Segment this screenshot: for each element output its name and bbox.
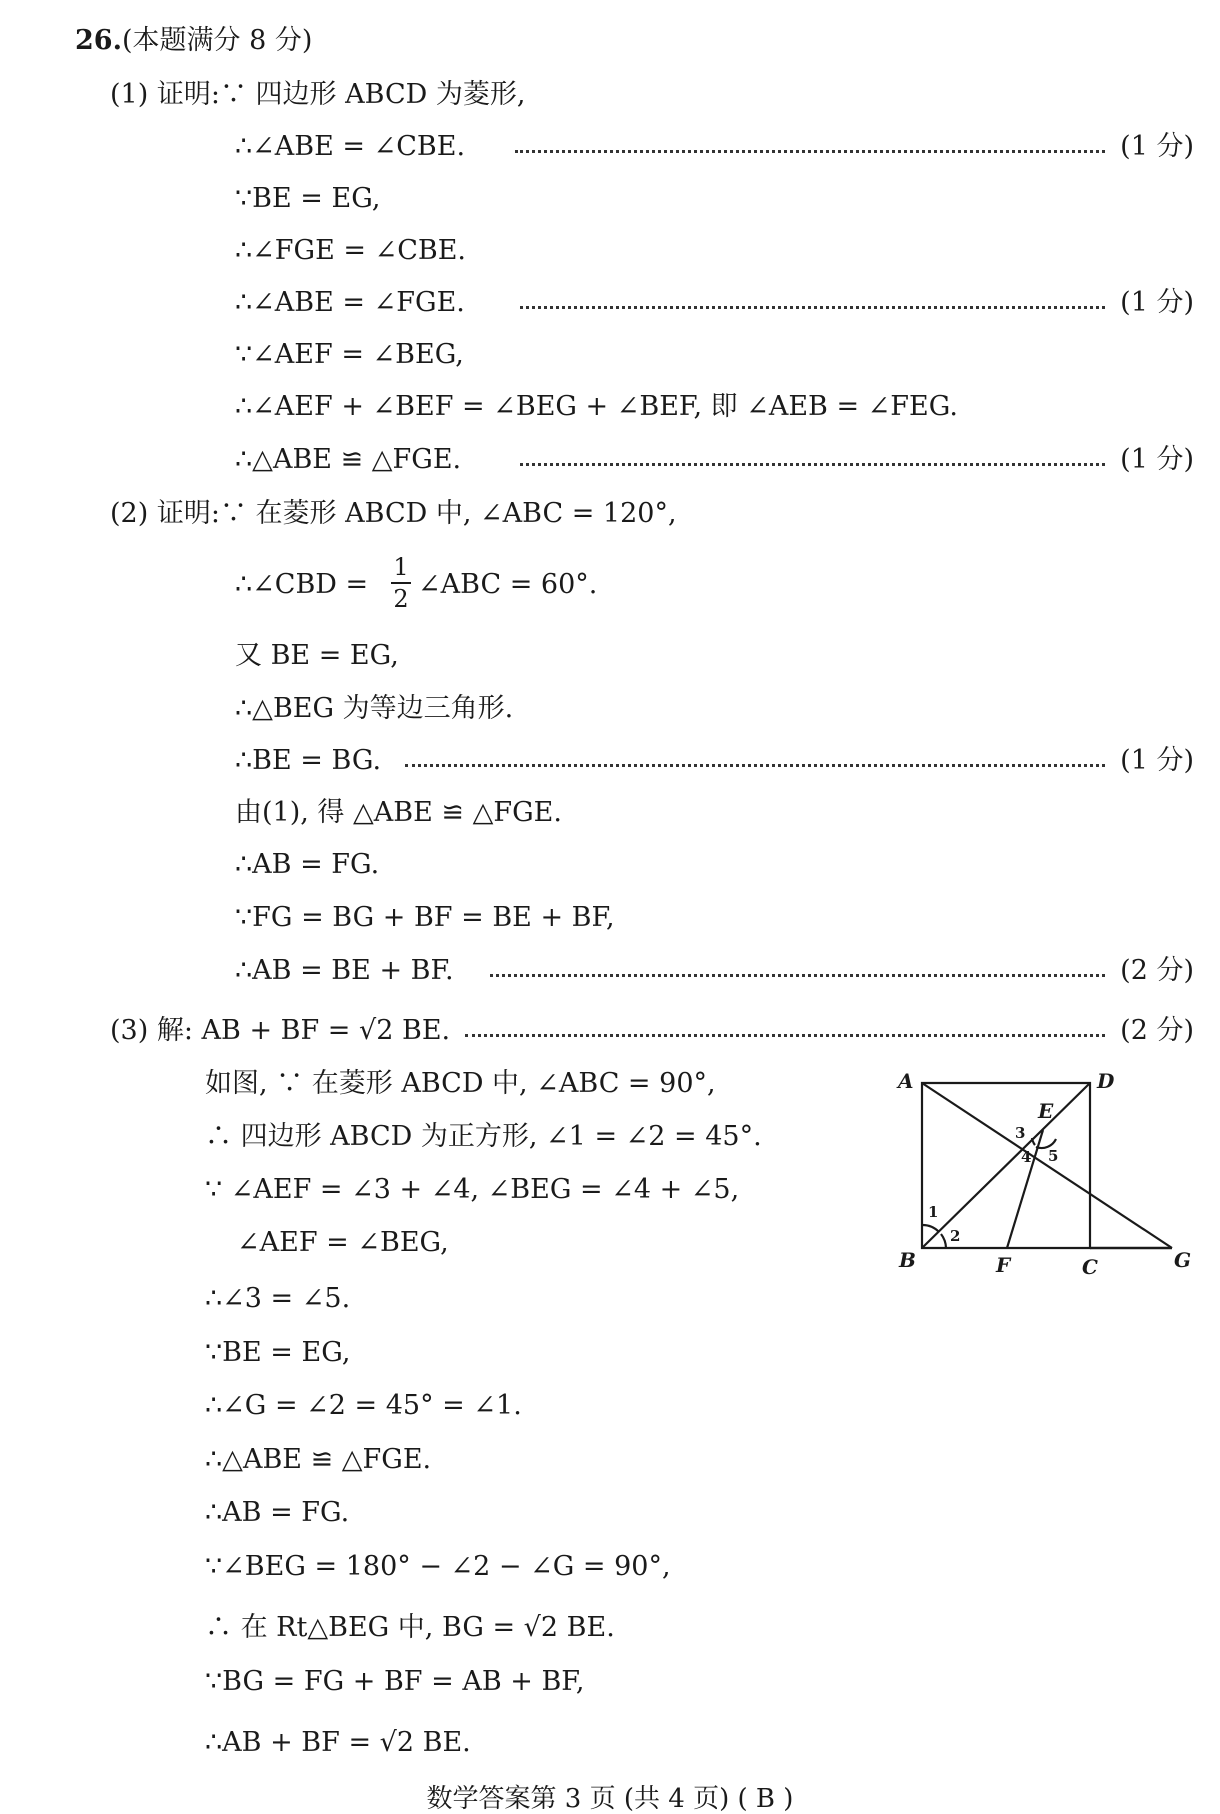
points-mark: (1 分) [1120, 131, 1194, 162]
part1-line-5: ∵∠AEF = ∠BEG, [235, 339, 464, 370]
part1-line-6: ∴∠AEF + ∠BEF = ∠BEG + ∠BEF, 即 ∠AEB = ∠FEG. [235, 391, 958, 422]
leader-dots [515, 150, 1105, 153]
part3-line-13: ∴AB + BF = √2 BE. [205, 1727, 471, 1758]
part3-line-9: ∴AB = FG. [205, 1497, 350, 1528]
fraction-numerator: 1 [393, 553, 409, 581]
fraction-denominator: 2 [393, 585, 409, 613]
part2-line-7: ∴AB = FG. [235, 849, 380, 880]
angle-label-3: 3 [1015, 1124, 1026, 1142]
leader-dots [465, 1034, 1105, 1037]
part1-line-7: ∴△ABE ≌ △FGE. [235, 444, 462, 475]
points-mark: (1 分) [1120, 287, 1194, 318]
part3-line-4: ∠AEF = ∠BEG, [237, 1227, 449, 1258]
part1-line-1: ∴∠ABE = ∠CBE. [235, 131, 466, 162]
leader-dots [490, 974, 1105, 977]
point-label-f: F [996, 1253, 1011, 1277]
point-label-c: C [1082, 1255, 1098, 1279]
part2-line-6: 由(1), 得 △ABE ≌ △FGE. [235, 797, 562, 828]
angle-arc-2 [941, 1234, 946, 1248]
part1-line-2: ∵BE = EG, [235, 183, 381, 214]
part2-line-4: ∴△BEG 为等边三角形. [235, 693, 514, 724]
angle-label-2: 2 [950, 1227, 961, 1245]
angle-label-1: 1 [928, 1203, 939, 1221]
part3-line-5: ∴∠3 = ∠5. [205, 1283, 351, 1314]
part3-line-10: ∵∠BEG = 180° − ∠2 − ∠G = 90°, [205, 1551, 671, 1582]
part1-label: (1) [110, 79, 149, 110]
point-label-a: A [898, 1069, 914, 1093]
part3-line-7: ∴∠G = ∠2 = 45° = ∠1. [205, 1390, 522, 1421]
part3-line-8: ∴△ABE ≌ △FGE. [205, 1444, 432, 1475]
points-mark: (1 分) [1120, 745, 1194, 776]
point-label-e: E [1038, 1099, 1054, 1123]
angle-label-4: 4 [1021, 1148, 1032, 1166]
points-mark: (1 分) [1120, 444, 1194, 475]
part2-first-line [110, 496, 677, 532]
problem-header [75, 23, 312, 59]
part2-line-9: ∴AB = BE + BF. [235, 955, 454, 986]
point-label-d: D [1097, 1069, 1115, 1093]
part2-line-1: ∴∠CBD = [235, 569, 369, 600]
part2-line-3: 又 BE = EG, [235, 640, 399, 671]
diagonal-bd [922, 1083, 1090, 1248]
part1-line-3: ∴∠FGE = ∠CBE. [235, 235, 467, 266]
part3-line-3: ∵ ∠AEF = ∠3 + ∠4, ∠BEG = ∠4 + ∠5, [205, 1174, 740, 1205]
points-note: (本题满分 8 分) [121, 25, 313, 56]
part2-line-2: ∠ABC = 60°. [418, 569, 598, 600]
problem-number: 26. [75, 25, 122, 56]
part3-line-11: ∴ 在 Rt△BEG 中, BG = √2 BE. [205, 1612, 615, 1643]
angle-label-5: 5 [1048, 1147, 1059, 1165]
leader-dots [520, 463, 1105, 466]
part3-line-6: ∵BE = EG, [205, 1337, 351, 1368]
part3-label: (3) [110, 1015, 149, 1046]
geometry-figure [895, 1060, 1195, 1285]
part2-line-0: 证明:∵ 在菱形 ABCD 中, ∠ABC = 120°, [156, 498, 677, 529]
part3-first-line [110, 1013, 450, 1049]
point-label-g: G [1174, 1248, 1192, 1272]
fraction-one-half [390, 552, 412, 614]
points-mark: (2 分) [1120, 1015, 1194, 1046]
page-footer: 数学答案第 3 页 (共 4 页) ( B ) [426, 1784, 794, 1814]
part1-line-4: ∴∠ABE = ∠FGE. [235, 287, 465, 318]
points-mark: (2 分) [1120, 955, 1194, 986]
part2-line-8: ∵FG = BG + BF = BE + BF, [235, 902, 615, 933]
part1-first-line [110, 77, 525, 113]
part2-label: (2) [110, 498, 149, 529]
leader-dots [405, 764, 1105, 767]
part3-line-12: ∵BG = FG + BF = AB + BF, [205, 1666, 585, 1697]
part1-line-0: 证明:∵ 四边形 ABCD 为菱形, [156, 79, 526, 110]
angle-arc-1 [922, 1225, 939, 1232]
part3-line-2: ∴ 四边形 ABCD 为正方形, ∠1 = ∠2 = 45°. [205, 1121, 762, 1152]
part3-line-1: 如图, ∵ 在菱形 ABCD 中, ∠ABC = 90°, [205, 1068, 716, 1099]
leader-dots [520, 306, 1105, 309]
point-label-b: B [899, 1248, 916, 1272]
part2-line-5: ∴BE = BG. [235, 745, 382, 776]
part3-line-0: 解: AB + BF = √2 BE. [156, 1015, 451, 1046]
